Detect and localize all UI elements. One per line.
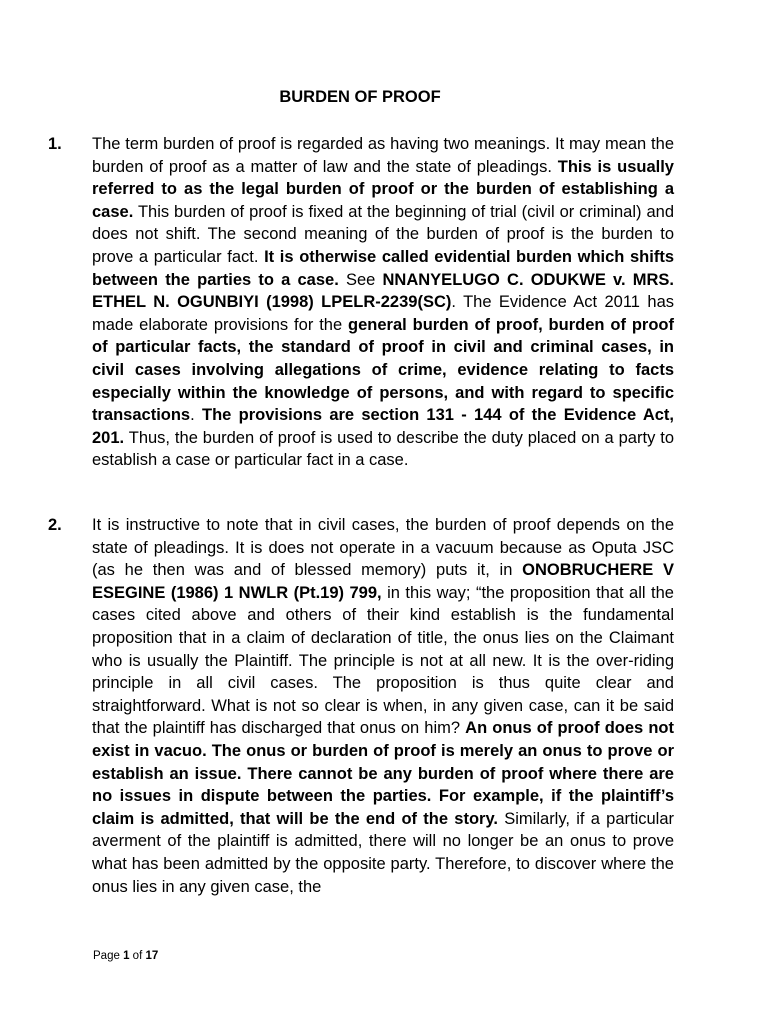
bold-text-run: general burden of proof, burden of proof of particular facts, the standard of proof in civil and criminal cases, in civil cases involving allegations of crime, evidence relating to facts especially within the knowledge of persons, and with regard to specific transactions [92,315,674,425]
footer-total-pages: 17 [145,950,159,962]
bold-text-run: This is usually referred to as the legal burden of proof or the burden of establishing a case. [92,157,674,221]
text-run: The term burden of proof is regarded as having two meanings. It may mean the burden of proof as a matter of law and the state of pleadings. [92,135,674,176]
numbered-paragraph [48,514,674,898]
text-run: Thus, the burden of proof is used to describe the duty placed on a party to establish a case or particular fact in a case. [92,428,674,470]
bold-text-run: NNANYELUGO C. ODUKWE v. MRS. ETHEL N. OGUNBIYI (1998) LPELR-2239(SC) [92,270,674,312]
bold-text-run: It is otherwise called evidential burden which shifts between the parties to a case. [92,247,675,289]
text-run: This burden of proof is fixed at the beginning of trial (civil or criminal) and does not shift. The second meaning of the burden of proof is the burden to prove a particular fact. [92,202,674,266]
document-title: BURDEN OF PROOF [279,88,441,106]
bold-text-run: ONOBRUCHERE V ESEGINE (1986) 1 NWLR (Pt.19) 799, [92,561,674,602]
footer-current-page: 1 [123,950,130,962]
bold-text-run: An onus of proof does not exist in vacuo. The onus or burden of proof is merely an onus to prove or establish an issue. There cannot be any burden of proof where there are no issues in dispute between the parties. For example, if the plaintiff’s claim is admitted, that will be the end of the story. [92,719,674,828]
numbered-paragraph [48,133,674,472]
paragraph-text [92,514,674,898]
text-run: See [338,270,383,289]
page-footer [93,948,158,964]
paragraph-number: 1. [48,135,62,153]
text-run: in this way; “the proposition that all the cases cited above and others of their kind establish is the fundamental proposition that in a claim of declaration of title, the onus lies on the Claimant who is usually the Plaintiff. The principle is not at all new. It is the over-riding principle in all civil cases. The proposition is thus quite clear and straightforward. What is not so clear is when, in any given case, can it be said that the plaintiff has discharged that onus on him? [92,583,674,738]
footer-page-word: Page [93,950,120,962]
paragraph-number: 2. [48,516,62,534]
text-run: . The Evidence Act 2011 has made elaborate provisions for the [92,293,674,334]
text-run: . [190,406,202,425]
footer-of-word: of [132,950,143,962]
text-run: Similarly, if a particular averment of the plaintiff is admitted, there will no longer be an onus to prove what has been admitted by the opposite party. Therefore, to discover where the onus lies in any given case, the [92,809,674,896]
text-run: It is instructive to note that in civil cases, the burden of proof depends on the state of pleadings. It is does not operate in a vacuum because as Oputa JSC (as he then was and of blessed memory) puts it, in [92,516,674,580]
bold-text-run: The provisions are section 131 - 144 of the Evidence Act, 201. [92,406,675,447]
paragraph-text [92,133,674,472]
